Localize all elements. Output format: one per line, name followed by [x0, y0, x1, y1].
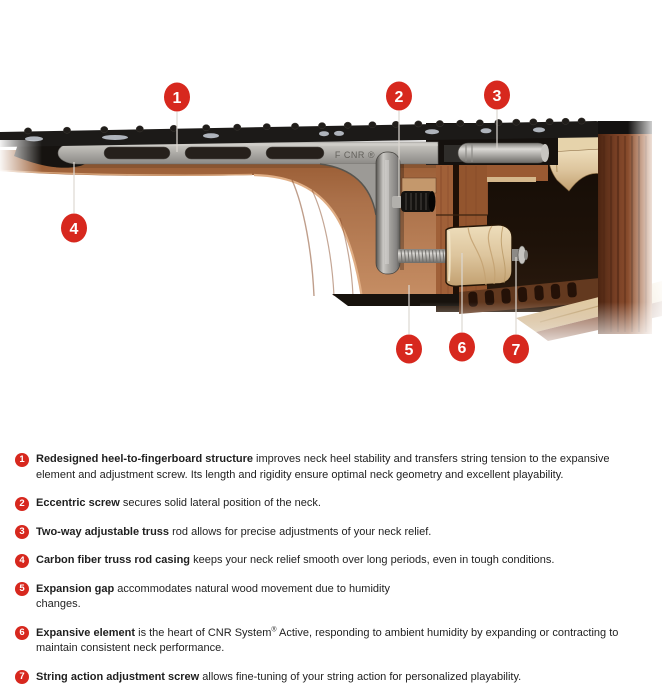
adjustment-screw	[398, 249, 446, 263]
legend-item-1	[15, 452, 657, 483]
legend-item-2	[15, 496, 657, 512]
callout-badge-4	[61, 214, 87, 243]
svg-text:6: 6	[457, 339, 467, 357]
legend-text-7: String action adjustment screw allows fine-tuning of your string action for personalized playability.	[36, 670, 522, 683]
legend-badge-3: 3	[15, 525, 29, 539]
legend-text-1: Redesigned heel-to-fingerboard structure improves neck heel stability and transfers string tension to the expansive element and adjustment screw. Its length and rigidity ensure optimal neck geometry and excellent playability.	[36, 453, 610, 481]
legend-item-6	[15, 626, 657, 657]
svg-text:7: 7	[511, 341, 521, 359]
legend-badge-5: 5	[15, 582, 29, 596]
svg-text:3: 3	[492, 87, 502, 105]
legend-item-7	[15, 670, 657, 686]
legend-text-5: Expansion gap accommodates natural wood movement due to humidity changes.	[36, 582, 391, 610]
heel-wood-shim	[402, 178, 436, 193]
callout-badge-6	[449, 333, 475, 362]
svg-text:1: 1	[172, 89, 182, 107]
left-fade	[0, 140, 42, 204]
legend-text-4: Carbon fiber truss rod casing keeps your neck relief smooth over long periods, even in tough conditions.	[36, 554, 555, 566]
svg-text:5: 5	[404, 341, 414, 359]
legend-item-4	[15, 553, 657, 569]
structure-slot	[266, 147, 324, 159]
legend	[15, 452, 657, 698]
callout-badge-1	[164, 83, 190, 112]
legend-badge-1: 1	[15, 453, 29, 467]
legend-text-2: Eccentric screw secures solid lateral position of the neck.	[36, 497, 321, 509]
structure-slot	[104, 147, 170, 159]
legend-badge-2: 2	[15, 497, 29, 511]
legend-badge-7: 7	[15, 670, 29, 684]
legend-badge-4: 4	[15, 554, 29, 568]
callout-badge-3	[484, 81, 510, 110]
cnr-engraving: F CNR ®	[334, 150, 376, 160]
expansive-element	[446, 225, 512, 286]
svg-text:2: 2	[394, 88, 404, 106]
callout-badge-2	[386, 82, 412, 111]
legend-item-3	[15, 525, 657, 541]
callout-badge-7	[503, 335, 529, 364]
legend-item-5	[15, 582, 657, 613]
structure-slot	[185, 147, 251, 159]
legend-text-6: Expansive element is the heart of CNR System® Active, responding to ambient humidity by expanding or contracting to maintain consistent neck performance.	[36, 625, 619, 654]
svg-text:4: 4	[69, 220, 79, 238]
legend-badge-6: 6	[15, 626, 29, 640]
legend-text-3: Two-way adjustable truss rod allows for precise adjustments of your neck relief.	[36, 525, 432, 538]
callout-badge-5	[396, 335, 422, 364]
